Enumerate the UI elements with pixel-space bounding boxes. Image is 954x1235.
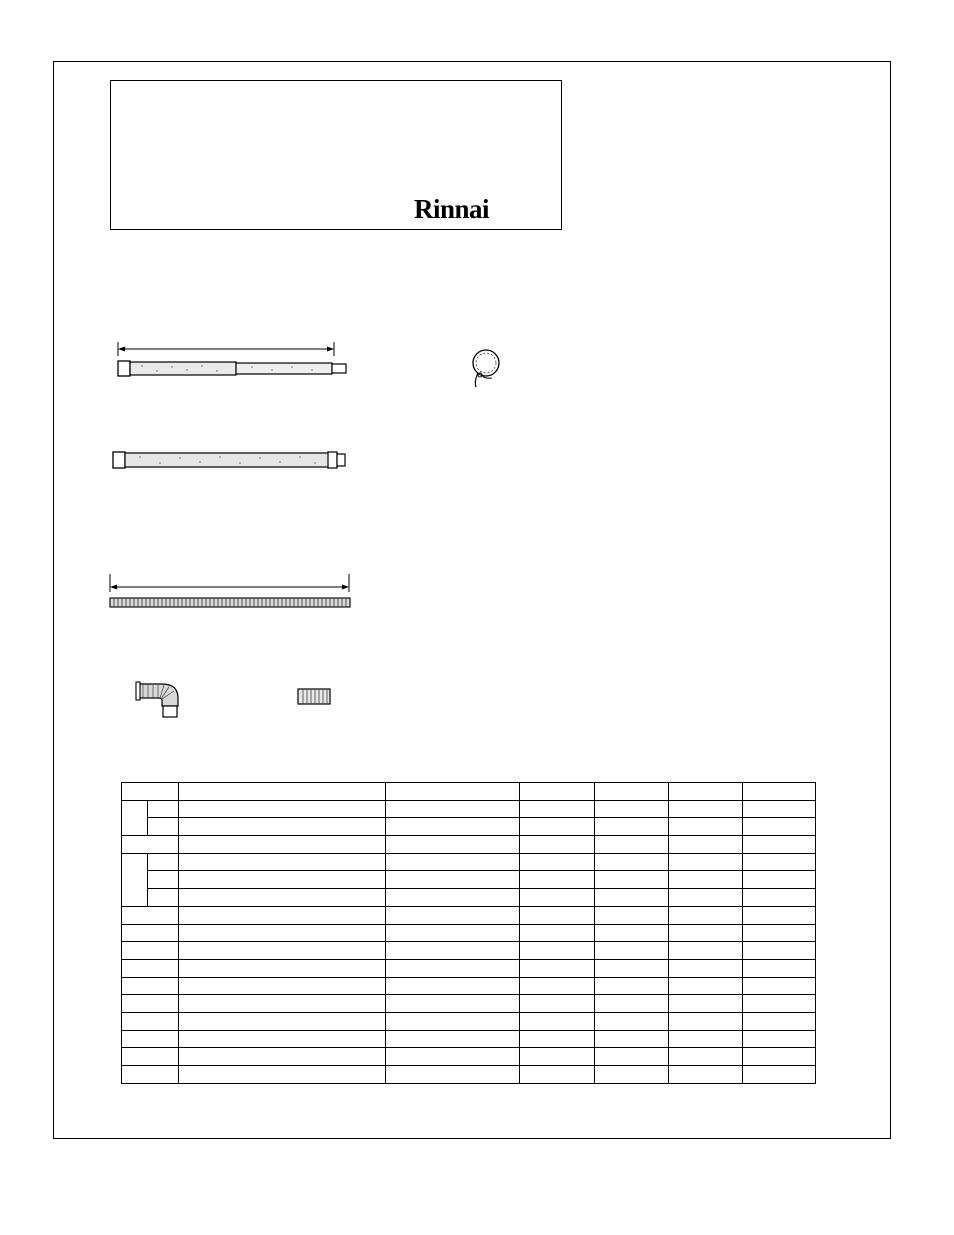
table-cell: [669, 1048, 743, 1066]
table-row: [122, 959, 816, 977]
table-cell: [520, 1030, 595, 1048]
table-cell: [743, 1030, 816, 1048]
table-group-cell: [122, 800, 148, 835]
table-cell: [520, 924, 595, 942]
table-cell: [595, 906, 669, 924]
table-cell: [669, 906, 743, 924]
brand-logo: Rinnai: [414, 194, 490, 224]
flexible-pipe-illustration: [106, 570, 354, 612]
table-cell: [669, 1030, 743, 1048]
table-cell: [595, 1048, 669, 1066]
table-row: [122, 1030, 816, 1048]
table-cell: [595, 853, 669, 871]
table-row: [122, 924, 816, 942]
table-cell: [595, 836, 669, 854]
table-cell: [520, 995, 595, 1013]
table-cell: [386, 1048, 520, 1066]
table-cell: [520, 959, 595, 977]
table-cell: [386, 871, 520, 889]
table-cell: [122, 783, 179, 801]
table-cell: [669, 1012, 743, 1030]
table-cell: [148, 800, 179, 818]
table-cell: [669, 1066, 743, 1084]
table-cell: [743, 783, 816, 801]
table-row: [122, 995, 816, 1013]
header-box: [110, 80, 562, 230]
table-cell: [122, 995, 179, 1013]
table-cell: [669, 942, 743, 960]
table-cell: [669, 836, 743, 854]
table-cell: [669, 853, 743, 871]
table-cell: [520, 977, 595, 995]
table-row: [122, 836, 816, 854]
table-cell: [179, 836, 386, 854]
table-cell: [179, 977, 386, 995]
table-row: [122, 942, 816, 960]
table-cell: [520, 1066, 595, 1084]
coupler-illustration: [294, 686, 334, 708]
table-cell: [386, 836, 520, 854]
table-cell: [520, 836, 595, 854]
table-cell: [179, 1066, 386, 1084]
table-cell: [122, 906, 179, 924]
table-group-cell: [122, 853, 148, 906]
table-cell: [520, 800, 595, 818]
table-cell: [743, 836, 816, 854]
table-cell: [595, 1066, 669, 1084]
table-cell: [669, 783, 743, 801]
table-cell: [122, 1030, 179, 1048]
table-cell: [743, 1012, 816, 1030]
table-cell: [743, 818, 816, 836]
table-cell: [520, 889, 595, 907]
table-cell: [669, 924, 743, 942]
table-cell: [122, 836, 179, 854]
table-cell: [743, 853, 816, 871]
table-cell: [595, 783, 669, 801]
table-cell: [669, 800, 743, 818]
table-cell: [386, 1066, 520, 1084]
table-cell: [595, 924, 669, 942]
table-cell: [386, 906, 520, 924]
table-row: [122, 977, 816, 995]
table-cell: [520, 853, 595, 871]
table-cell: [595, 889, 669, 907]
specification-table: [121, 782, 816, 1084]
table-cell: [743, 871, 816, 889]
hose-clamp-illustration: [466, 345, 506, 389]
table-cell: [386, 783, 520, 801]
table-cell: [386, 995, 520, 1013]
table-cell: [122, 1012, 179, 1030]
table-cell: [122, 1048, 179, 1066]
table-cell: [743, 889, 816, 907]
table-cell: [743, 1066, 816, 1084]
table-cell: [743, 800, 816, 818]
table-row: [122, 871, 816, 889]
table-cell: [179, 1012, 386, 1030]
table-cell: [386, 977, 520, 995]
table-cell: [386, 800, 520, 818]
table-cell: [595, 800, 669, 818]
table-cell: [743, 906, 816, 924]
table-row: [122, 889, 816, 907]
table-cell: [148, 889, 179, 907]
table-cell: [179, 1030, 386, 1048]
table-row: [122, 1012, 816, 1030]
table-cell: [669, 977, 743, 995]
table-row: [122, 800, 816, 818]
table-cell: [386, 1030, 520, 1048]
table-cell: [148, 871, 179, 889]
table-cell: [179, 1048, 386, 1066]
table-cell: [386, 924, 520, 942]
table-cell: [743, 924, 816, 942]
table-cell: [179, 906, 386, 924]
table-cell: [122, 942, 179, 960]
vent-pipe-straight-illustration: [110, 446, 356, 474]
table-cell: [386, 853, 520, 871]
table-cell: [122, 1066, 179, 1084]
table-cell: [595, 818, 669, 836]
table-cell: [179, 889, 386, 907]
table-cell: [743, 959, 816, 977]
table-cell: [386, 942, 520, 960]
table-cell: [595, 959, 669, 977]
table-cell: [179, 924, 386, 942]
table-cell: [386, 959, 520, 977]
table-cell: [148, 853, 179, 871]
table-cell: [669, 889, 743, 907]
table-cell: [520, 906, 595, 924]
table-cell: [520, 942, 595, 960]
table-cell: [743, 977, 816, 995]
table-cell: [595, 871, 669, 889]
table-cell: [122, 924, 179, 942]
table-cell: [179, 995, 386, 1013]
table-cell: [595, 942, 669, 960]
table-cell: [520, 1012, 595, 1030]
table-row: [122, 1048, 816, 1066]
table-cell: [743, 942, 816, 960]
table-cell: [179, 942, 386, 960]
table-cell: [595, 995, 669, 1013]
table-cell: [520, 1048, 595, 1066]
table-cell: [669, 959, 743, 977]
table-cell: [179, 959, 386, 977]
table-cell: [595, 1030, 669, 1048]
table-cell: [386, 889, 520, 907]
table-cell: [386, 1012, 520, 1030]
table-cell: [520, 783, 595, 801]
table-cell: [179, 853, 386, 871]
elbow-illustration: [134, 676, 184, 720]
table-cell: [386, 818, 520, 836]
table-cell: [595, 977, 669, 995]
table-cell: [595, 1012, 669, 1030]
table-cell: [179, 800, 386, 818]
table-cell: [520, 818, 595, 836]
table-cell: [179, 871, 386, 889]
table-cell: [179, 818, 386, 836]
table-row: [122, 853, 816, 871]
vent-pipe-telescopic-illustration: [112, 340, 352, 380]
table-row: [122, 906, 816, 924]
table-cell: [669, 818, 743, 836]
table-cell: [743, 995, 816, 1013]
table-cell: [669, 995, 743, 1013]
table-row: [122, 1066, 816, 1084]
table-cell: [148, 818, 179, 836]
table-row: [122, 818, 816, 836]
table-cell: [179, 783, 386, 801]
table-cell: [669, 871, 743, 889]
table-cell: [743, 1048, 816, 1066]
table-cell: [520, 871, 595, 889]
table-header-row: [122, 783, 816, 801]
table-cell: [122, 959, 179, 977]
table-cell: [122, 977, 179, 995]
